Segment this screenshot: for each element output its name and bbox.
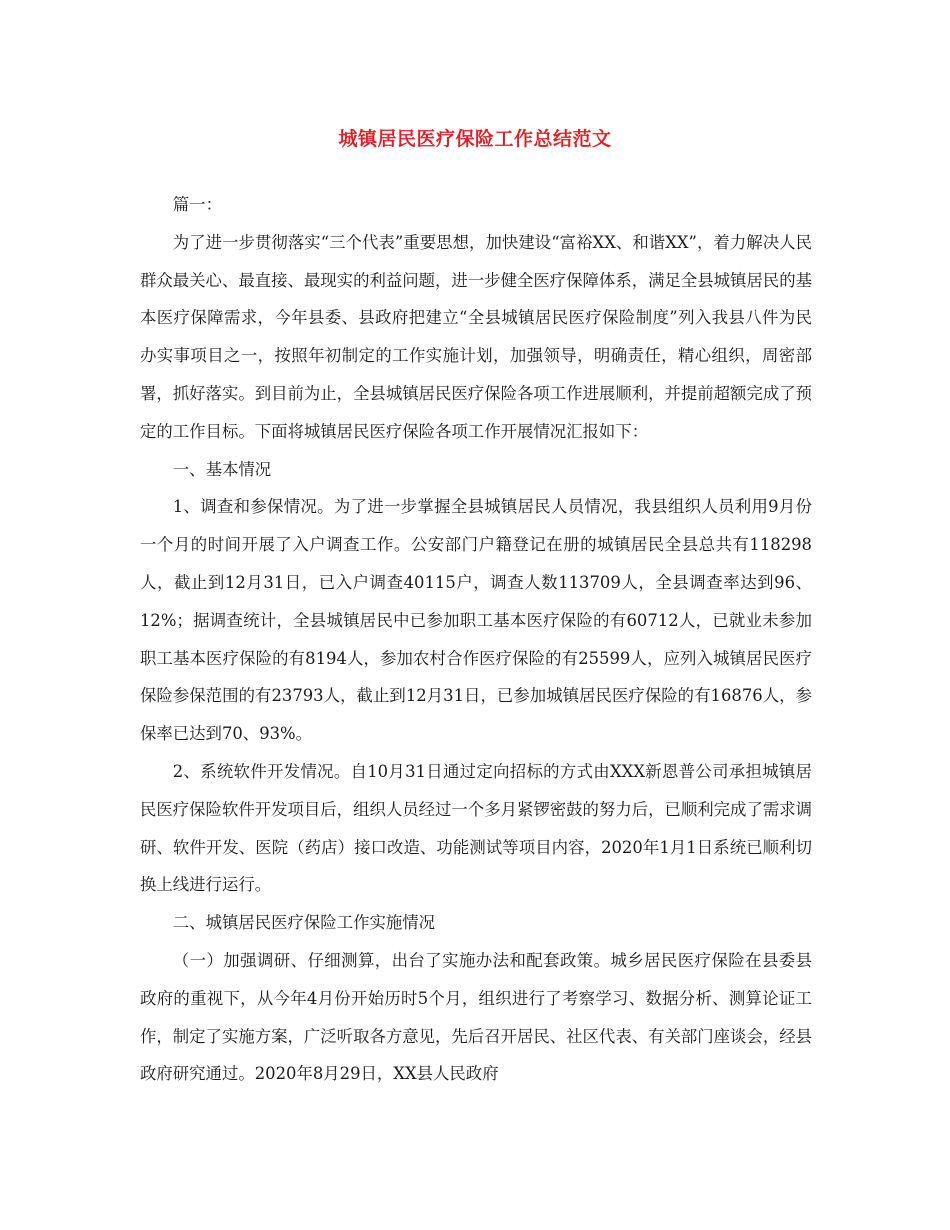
section-heading-part-one: 篇一：: [172, 195, 222, 214]
document-title: 城镇居民医疗保险工作总结范文: [338, 128, 612, 150]
paragraph-research-policy: （一）加强调研、仔细测算，出台了实施办法和配套政策。城乡居民医疗保险在县委县政府的重视下，从今年4月份开始历时5个月，组织进行了考察学习、数据分析、测算论证工作，制定了实施方案，广泛听取各方意见，先后召开居民、社区代表、有关部门座谈会，经县政府研究通过。2020年8月29日，XX县人民政府: [140, 950, 813, 1084]
document-body: [140, 186, 812, 1093]
section-heading-basic-situation: 一、基本情况: [172, 459, 272, 479]
section-heading-implementation: 二、城镇居民医疗保险工作实施情况: [172, 913, 436, 933]
intro-paragraph: 为了进一步贯彻落实“三个代表”重要思想，加快建设“富裕XX、和谐XX”，着力解决人民群众最关心、最直接、最现实的利益问题，进一步健全医疗保障体系，满足全县城镇居民的基本医疗保障需求，今年县委、县政府把建立“全县城镇居民医疗保险制度”列入我县八件为民办实事项目之一，按照年初制定的工作实施计划，加强领导，明确责任，精心组织，周密部署，抓好落实。到目前为止，全县城镇居民医疗保险各项工作进展顺利，并提前超额完成了预定的工作目标。下面将城镇居民医疗保险各项工作开展情况汇报如下：: [140, 232, 813, 441]
paragraph-software-development: 2、系统软件开发情况。自10月31日通过定向招标的方式由XXX新恩普公司承担城镇居民医疗保险软件开发项目后，组织人员经过一个多月紧锣密鼓的努力后，已顺利完成了需求调研、软件开发、医院（药店）接口改造、功能测试等项目内容，2020年1月1日系统已顺利切换上线进行运行。: [140, 761, 813, 895]
paragraph-survey-enrollment: 1、调查和参保情况。为了进一步掌握全县城镇居民人员情况，我县组织人员利用9月份一个月的时间开展了入户调查工作。公安部门户籍登记在册的城镇居民全县总共有118298人，截止到12月31日，已入户调查40115户，调查人数113709人，全县调查率达到96、12%；据调查统计，全县城镇居民中已参加职工基本医疗保险的有60712人，已就业未参加职工基本医疗保险的有8194人，参加农村合作医疗保险的有25599人，应列入城镇居民医疗保险参保范围的有23793人，截止到12月31日，已参加城镇居民医疗保险的有16876人，参保率已达到70、93%。: [140, 497, 812, 744]
